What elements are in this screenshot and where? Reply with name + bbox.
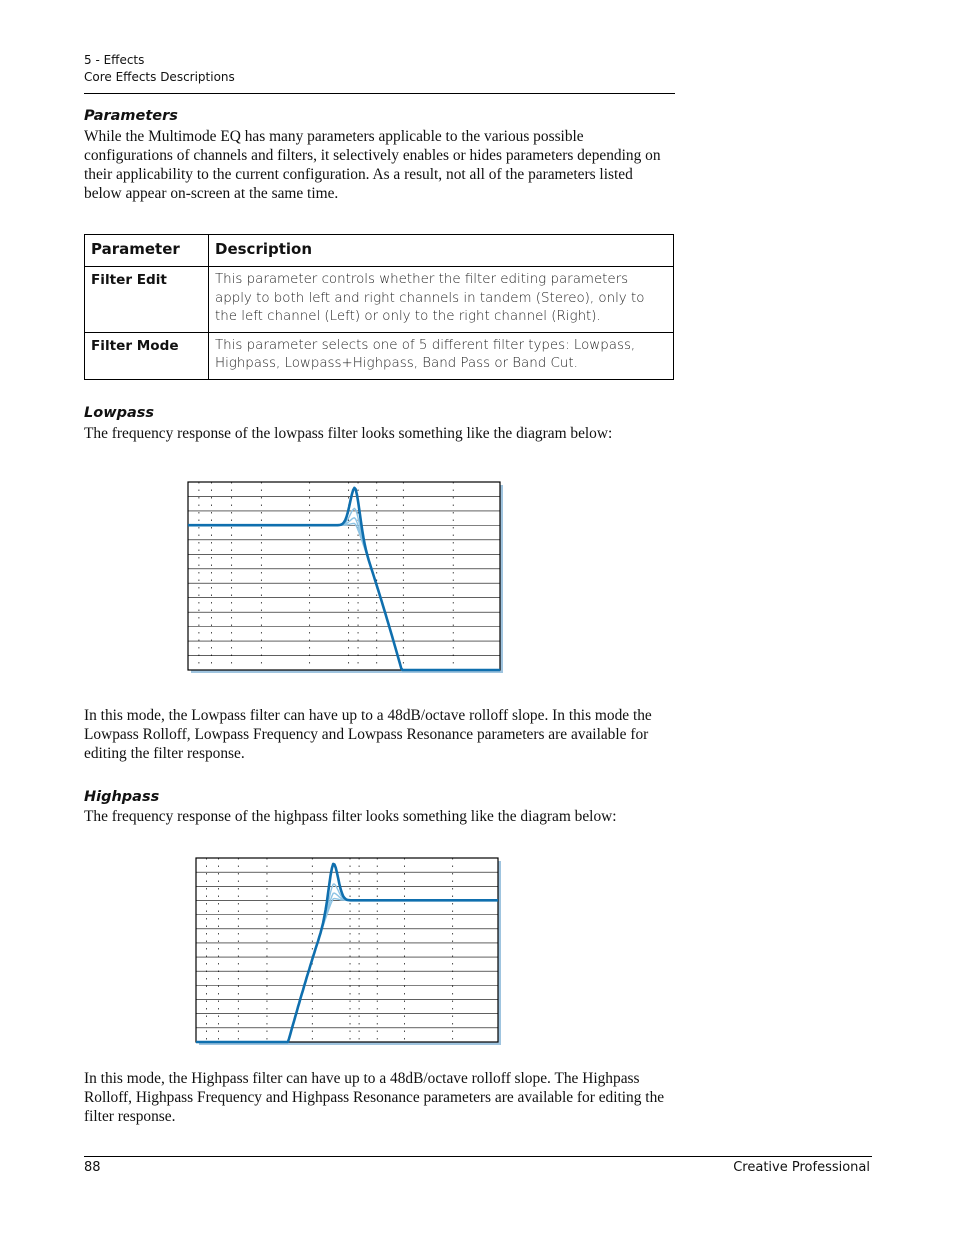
table-row bbox=[85, 267, 674, 333]
table-header-row bbox=[85, 235, 674, 267]
param-description: This parameter selects one of 5 different filter types: Lowpass, Highpass, Lowpass+Highpass, Band Pass or Band Cut. bbox=[209, 332, 674, 379]
param-description: This parameter controls whether the filter editing parameters apply to both left and right channels in tandem (Stereo), only to the left channel (Left) or only to the right channel (Right). bbox=[209, 267, 674, 333]
highpass-response-chart bbox=[194, 856, 504, 1048]
section-label: Core Effects Descriptions bbox=[84, 70, 235, 84]
column-header-parameter: Parameter bbox=[85, 235, 209, 267]
footer-brand: Creative Professional bbox=[733, 1160, 870, 1175]
table-row bbox=[85, 332, 674, 379]
page-number: 88 bbox=[84, 1160, 101, 1175]
param-name: Filter Mode bbox=[85, 332, 209, 379]
parameters-intro: While the Multimode EQ has many parameters applicable to the various possible configurations of channels and filters, it selectively enables or hides parameters depending on their applicability to the current configuration. As a result, not all of the parameters listed below appear on-screen at the same time. bbox=[84, 128, 661, 202]
lowpass-intro: The frequency response of the lowpass filter looks something like the diagram below: bbox=[84, 425, 613, 442]
running-header bbox=[84, 52, 235, 86]
chapter-label: 5 - Effects bbox=[84, 53, 145, 67]
lowpass-response-chart bbox=[186, 480, 506, 680]
chart-frame bbox=[196, 858, 498, 1042]
lowpass-body: In this mode, the Lowpass filter can have up to a 48dB/octave rolloff slope. In this mode the Lowpass Rolloff, Lowpass Frequency and Lowpass Resonance parameters are available for editing the filter response. bbox=[84, 707, 652, 762]
header-rule bbox=[84, 93, 675, 94]
highpass-body: In this mode, the Highpass filter can have up to a 48dB/octave rolloff slope. The Highpass Rolloff, Highpass Frequency and Highpass Resonance parameters are available for editing the filter response. bbox=[84, 1070, 665, 1125]
parameters-table bbox=[84, 234, 674, 380]
column-header-description: Description bbox=[209, 235, 674, 267]
highpass-intro: The frequency response of the highpass filter looks something like the diagram below: bbox=[84, 808, 617, 825]
highpass-heading: Highpass bbox=[84, 789, 160, 805]
footer-rule bbox=[84, 1156, 872, 1157]
chart-frame bbox=[188, 482, 500, 670]
lowpass-heading: Lowpass bbox=[84, 405, 155, 421]
parameters-heading: Parameters bbox=[84, 108, 178, 124]
param-name: Filter Edit bbox=[85, 267, 209, 333]
